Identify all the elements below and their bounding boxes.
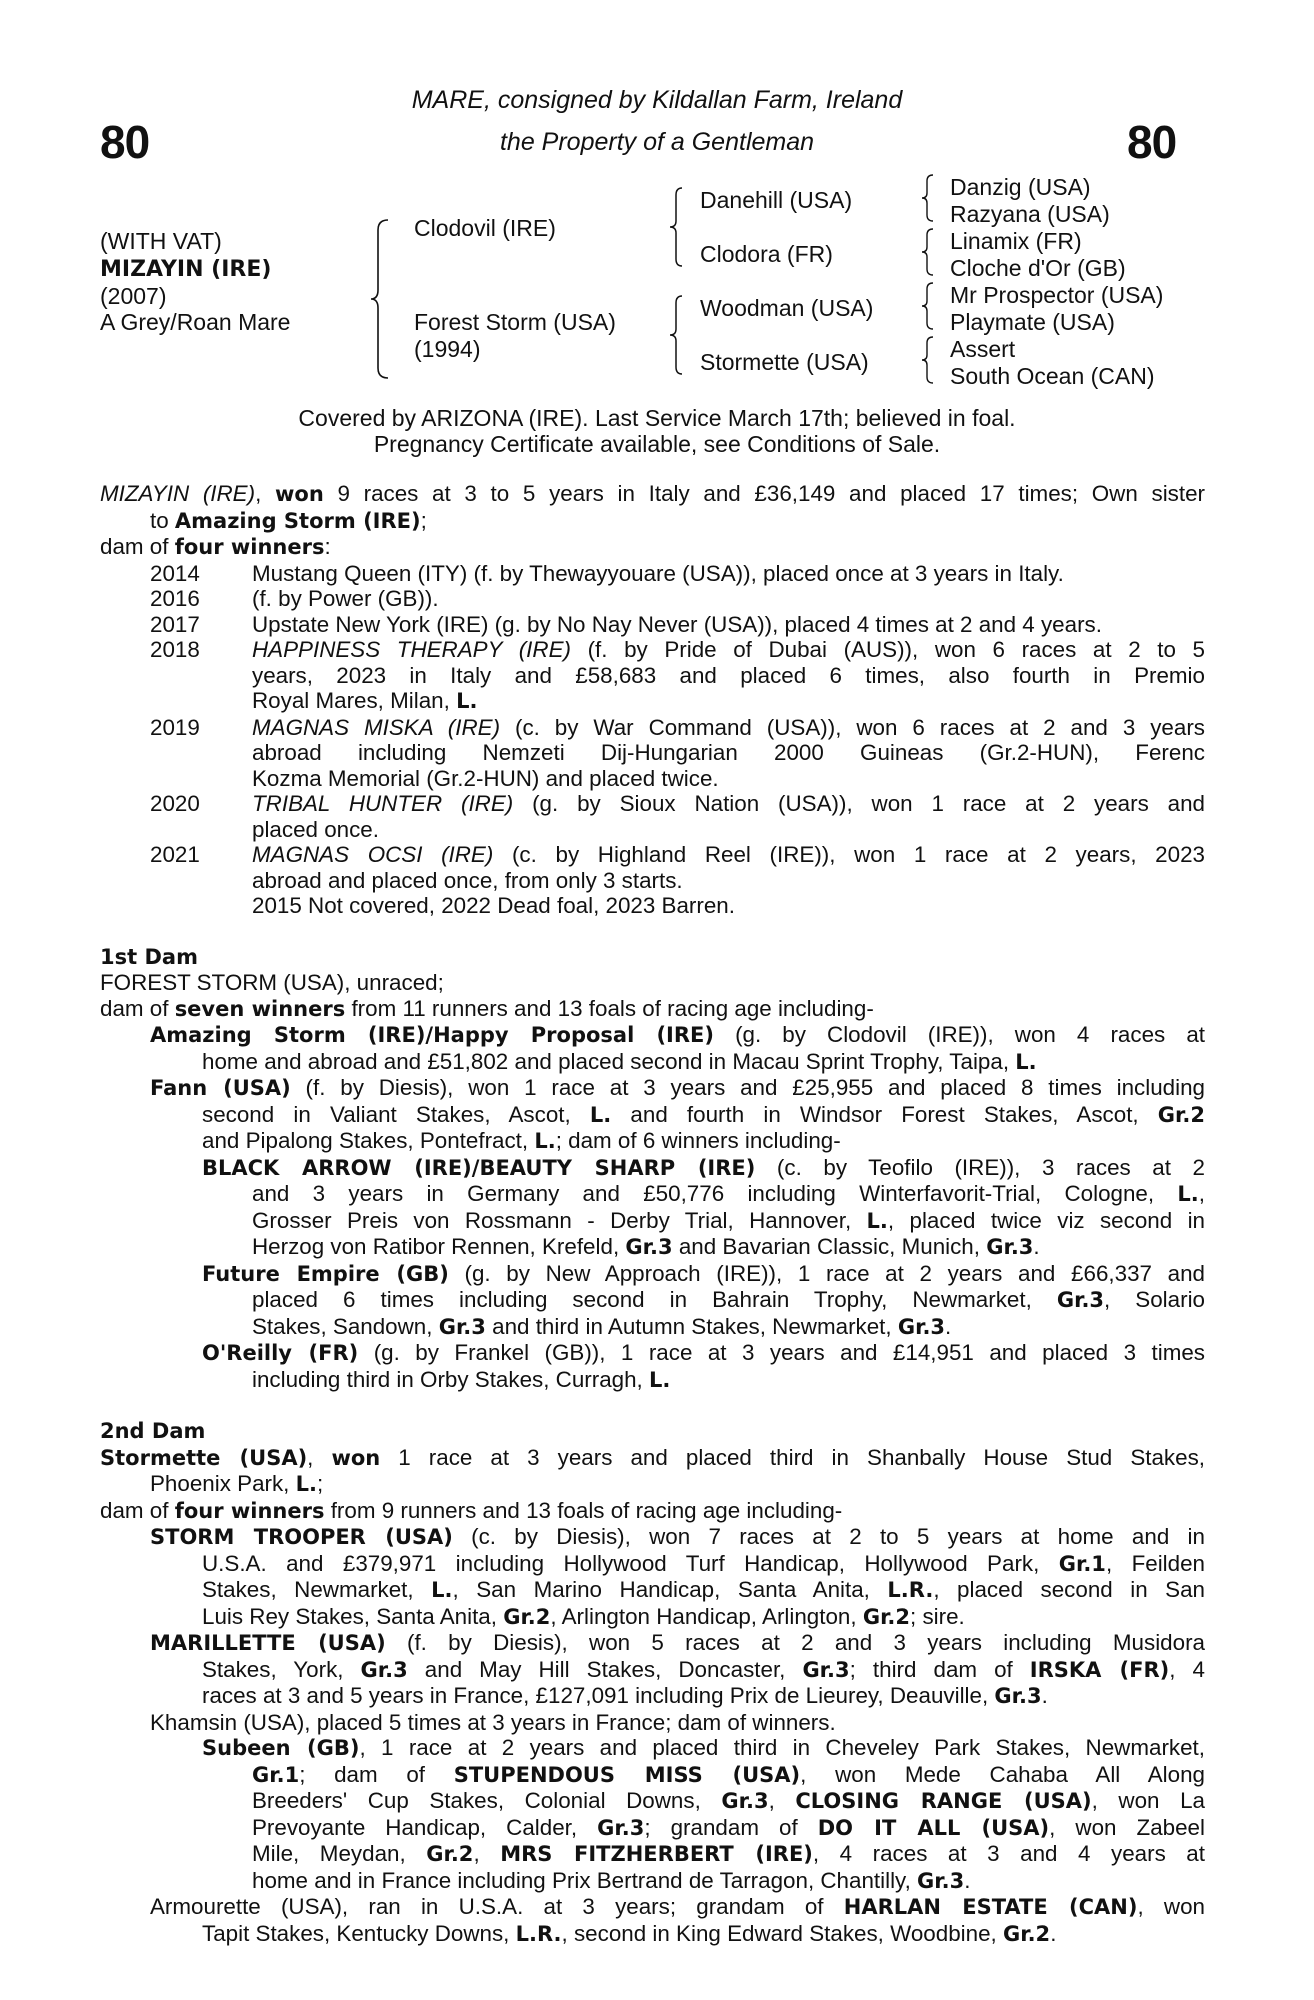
- ggp-5: Mr Prospector (USA): [950, 282, 1164, 308]
- produce-2020-1: 2020 TRIBAL HUNTER (IRE) (g. by Sioux Nation (USA)), won 1 race at 2 years and: [150, 791, 1205, 816]
- intro-line-2: to Amazing Storm (IRE);: [150, 507, 427, 533]
- main-brace: [368, 218, 392, 380]
- consignor-line: MARE, consigned by Kildallan Farm, Ireland: [411, 86, 903, 114]
- subeen-5: Mile, Meydan, Gr.2, MRS FITZHERBERT (IRE), 4 races at 3 and 4 years at: [252, 1841, 1205, 1866]
- vat-note: (WITH VAT): [100, 228, 222, 254]
- khamsin: Khamsin (USA), placed 5 times at 3 years in France; dam of winners.: [150, 1709, 836, 1735]
- armourette-1: Armourette (USA), ran in U.S.A. at 3 years; grandam of HARLAN ESTATE (CAN), won: [150, 1894, 1205, 1919]
- future-empire-2: placed 6 times including second in Bahrain Trophy, Newmarket, Gr.3, Solario: [252, 1287, 1205, 1312]
- sire-sire: Danehill (USA): [700, 187, 853, 213]
- produce-2019-3: Kozma Memorial (Gr.2-HUN) and placed twice.: [252, 765, 719, 791]
- future-empire-3: Stakes, Sandown, Gr.3 and third in Autumn Stakes, Newmarket, Gr.3.: [252, 1313, 952, 1339]
- fann-3: and Pipalong Stakes, Pontefract, L.; dam of 6 winners including-: [202, 1128, 841, 1153]
- storm-trooper-1: STORM TROOPER (USA) (c. by Diesis), won 7 races at 2 to 5 years at home and in: [150, 1524, 1205, 1549]
- intro-line-1: MIZAYIN (IRE), won 9 races at 3 to 5 years in Italy and £36,149 and placed 17 times; Own sister: [100, 481, 1205, 506]
- subeen-6: home and in France including Prix Bertrand de Tarragon, Chantilly, Gr.3.: [252, 1867, 971, 1893]
- marillette-1: MARILLETTE (USA) (f. by Diesis), won 5 races at 2 and 3 years including Musidora: [150, 1630, 1205, 1655]
- black-arrow-3: Grosser Preis von Rossmann - Derby Trial, Hannover, L., placed twice viz second in: [252, 1207, 1205, 1233]
- produce-2020-2: placed once.: [252, 816, 379, 842]
- dam-dam: Stormette (USA): [700, 349, 869, 375]
- dam-year: (1994): [414, 336, 481, 362]
- produce-2021-2: abroad and placed once, from only 3 starts.: [252, 867, 683, 893]
- sire-dam: Clodora (FR): [700, 241, 833, 267]
- produce-2018-2: years, 2023 in Italy and £58,683 and placed 6 times, also fourth in Premio: [252, 662, 1205, 688]
- amazing-storm-1: Amazing Storm (IRE)/Happy Proposal (IRE) (g. by Clodovil (IRE)), won 4 races at: [150, 1022, 1205, 1047]
- produce-2019-1: 2019 MAGNAS MISKA (IRE) (c. by War Command (USA)), won 6 races at 2 and 3 years: [150, 714, 1205, 740]
- amazing-storm-2: home and abroad and £51,802 and placed second in Macau Sprint Trophy, Taipa, L.: [202, 1048, 1037, 1074]
- second-dam-line-2: Phoenix Park, L.;: [150, 1471, 324, 1496]
- sire-brace: [668, 186, 686, 268]
- subeen-3: Breeders' Cup Stakes, Colonial Downs, Gr.3, CLOSING RANGE (USA), won La: [252, 1788, 1205, 1813]
- second-dam-line-3: dam of four winners from 9 runners and 13 foals of racing age including-: [100, 1497, 843, 1523]
- fann-1: Fann (USA) (f. by Diesis), won 1 race at 3 years and £25,955 and placed 8 times including: [150, 1075, 1205, 1100]
- subeen-4: Prevoyante Handicap, Calder, Gr.3; grandam of DO IT ALL (USA), won Zabeel: [252, 1814, 1205, 1840]
- second-dam-line-1: Stormette (USA), won 1 race at 3 years and placed third in Shanbally House Stud Stakes,: [100, 1444, 1205, 1470]
- pregnancy-line: Pregnancy Certificate available, see Conditions of Sale.: [373, 431, 941, 457]
- first-dam-line-2: dam of seven winners from 11 runners and 13 foals of racing age including-: [100, 995, 874, 1021]
- second-dam-heading: 2nd Dam: [100, 1419, 206, 1443]
- produce-2021-1: 2021 MAGNAS OCSI (IRE) (c. by Highland Reel (IRE)), won 1 race at 2 years, 2023: [150, 842, 1205, 867]
- intro-line-3: dam of four winners:: [100, 534, 331, 559]
- produce-2014: 2014 Mustang Queen (ITY) (f. by Thewayyouare (USA)), placed once at 3 years in Italy.: [150, 560, 1064, 586]
- produce-notes: 2015 Not covered, 2022 Dead foal, 2023 Barren.: [252, 893, 735, 918]
- marillette-2: Stakes, York, Gr.3 and May Hill Stakes, Doncaster, Gr.3; third dam of IRSKA (FR), 4: [202, 1656, 1205, 1682]
- ggp-8: South Ocean (CAN): [950, 363, 1155, 389]
- produce-2018-3: Royal Mares, Milan, L.: [252, 688, 478, 713]
- subeen-2: Gr.1; dam of STUPENDOUS MISS (USA), won Mede Cahaba All Along: [252, 1761, 1205, 1787]
- storm-trooper-4: Luis Rey Stakes, Santa Anita, Gr.2, Arlington Handicap, Arlington, Gr.2; sire.: [202, 1603, 965, 1629]
- subeen-1: Subeen (GB), 1 race at 2 years and placed third in Cheveley Park Stakes, Newmarket,: [202, 1735, 1205, 1760]
- sire-name: Clodovil (IRE): [414, 215, 556, 241]
- storm-trooper-2: U.S.A. and £379,971 including Hollywood Turf Handicap, Hollywood Park, Gr.1, Feilden: [202, 1550, 1206, 1576]
- horse-description: A Grey/Roan Mare: [100, 309, 291, 335]
- lot-number-left: 80: [100, 116, 150, 168]
- covered-line: Covered by ARIZONA (IRE). Last Service March 17th; believed in foal.: [298, 405, 1016, 431]
- property-line: the Property of a Gentleman: [499, 128, 815, 156]
- produce-2018-1: 2018 HAPPINESS THERAPY (IRE) (f. by Pride of Dubai (AUS)), won 6 races at 2 to 5: [150, 637, 1205, 662]
- dam-sire: Woodman (USA): [700, 295, 874, 321]
- grandparent-braces: [920, 173, 936, 389]
- produce-2019-2: abroad including Nemzeti Dij-Hungarian 2000 Guineas (Gr.2-HUN), Ferenc: [252, 740, 1205, 765]
- marillette-3: races at 3 and 5 years in France, £127,091 including Prix de Lieurey, Deauville, Gr.3.: [202, 1683, 1048, 1708]
- ggp-1: Danzig (USA): [950, 174, 1091, 200]
- ggp-4: Cloche d'Or (GB): [950, 255, 1126, 281]
- oreilly-1: O'Reilly (FR) (g. by Frankel (GB)), 1 race at 3 years and £14,951 and placed 3 times: [202, 1340, 1205, 1365]
- black-arrow-1: BLACK ARROW (IRE)/BEAUTY SHARP (IRE) (c. by Teofilo (IRE)), 3 races at 2: [202, 1154, 1206, 1180]
- dam-brace: [668, 294, 686, 376]
- lot-number-right: 80: [1127, 116, 1177, 168]
- armourette-2: Tapit Stakes, Kentucky Downs, L.R., second in King Edward Stakes, Woodbine, Gr.2.: [202, 1920, 1057, 1946]
- produce-2017: 2017 Upstate New York (IRE) (g. by No Nay Never (USA)), placed 4 times at 2 and 4 years.: [150, 611, 1102, 637]
- produce-2016: 2016 (f. by Power (GB)).: [150, 586, 439, 611]
- horse-name: MIZAYIN (IRE): [100, 257, 272, 282]
- black-arrow-4: Herzog von Ratibor Rennen, Krefeld, Gr.3 and Bavarian Classic, Munich, Gr.3.: [252, 1234, 1040, 1259]
- fann-2: second in Valiant Stakes, Ascot, L. and fourth in Windsor Forest Stakes, Ascot, Gr.2: [202, 1101, 1205, 1127]
- horse-year: (2007): [100, 283, 167, 309]
- future-empire-1: Future Empire (GB) (g. by New Approach (IRE)), 1 race at 2 years and £66,337 and: [202, 1260, 1205, 1286]
- ggp-7: Assert: [950, 336, 1016, 362]
- catalogue-body: [100, 481, 1205, 1947]
- dam-name: Forest Storm (USA): [414, 309, 616, 335]
- ggp-2: Razyana (USA): [950, 201, 1110, 227]
- storm-trooper-3: Stakes, Newmarket, L., San Marino Handicap, Santa Anita, L.R., placed second in San: [202, 1577, 1206, 1602]
- ggp-3: Linamix (FR): [950, 228, 1082, 254]
- ggp-6: Playmate (USA): [950, 309, 1115, 335]
- first-dam-line-1: FOREST STORM (USA), unraced;: [100, 970, 444, 995]
- oreilly-2: including third in Orby Stakes, Curragh, L.: [252, 1366, 671, 1392]
- black-arrow-2: and 3 years in Germany and £50,776 including Winterfavorit-Trial, Cologne, L.,: [252, 1181, 1205, 1206]
- first-dam-heading: 1st Dam: [100, 944, 198, 969]
